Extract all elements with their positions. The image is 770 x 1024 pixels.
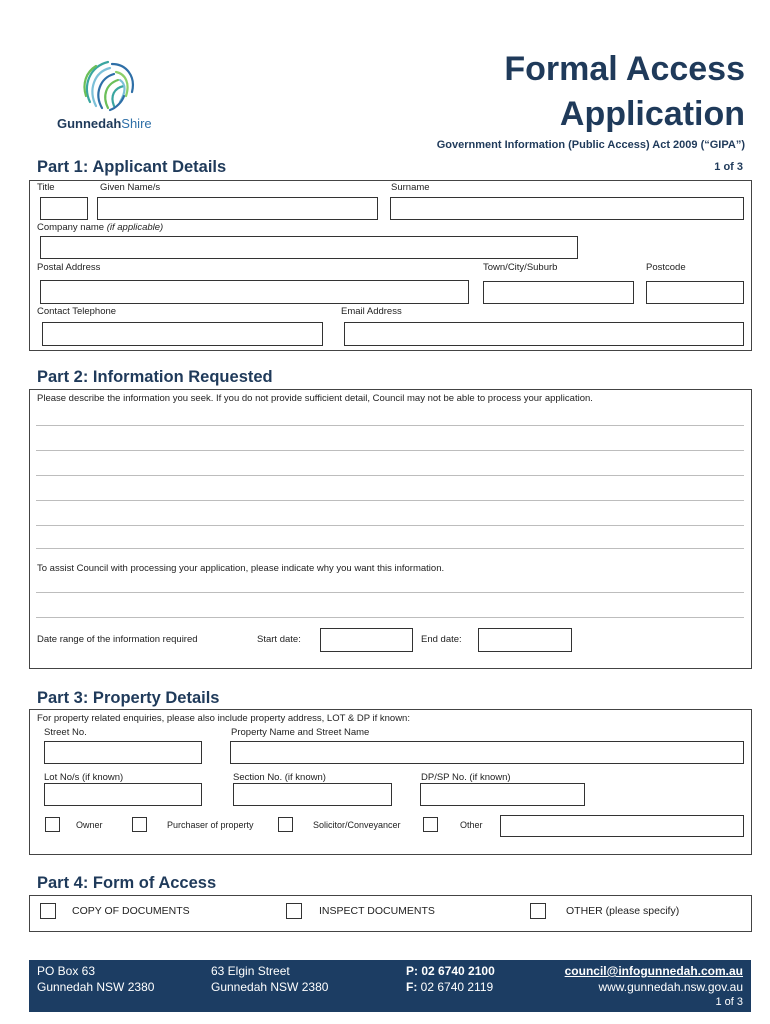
given-names-label: Given Name/s <box>100 182 161 193</box>
describe-line-4[interactable] <box>36 500 744 501</box>
logo-wordmark-bold: Gunnedah <box>57 116 122 131</box>
property-name-field[interactable] <box>230 741 744 764</box>
footer-phone: P: 02 6740 2100 <box>406 964 495 978</box>
dp-label: DP/SP No. (if known) <box>421 772 511 783</box>
footer-street: 63 Elgin Street <box>211 964 290 978</box>
reason-line-2[interactable] <box>36 617 744 618</box>
inspect-documents-label: INSPECT DOCUMENTS <box>319 905 435 917</box>
date-range-label: Date range of the information required <box>37 634 198 645</box>
describe-line-5[interactable] <box>36 525 744 526</box>
describe-line-6[interactable] <box>36 548 744 549</box>
logo-wordmark-light: Shire <box>121 116 152 131</box>
describe-line-1[interactable] <box>36 425 744 426</box>
email-field[interactable] <box>344 322 744 346</box>
part2-section <box>29 389 752 669</box>
footer-fax-number: 02 6740 2119 <box>417 980 494 994</box>
inspect-documents-checkbox[interactable] <box>286 903 302 919</box>
footer-fax-prefix: F: <box>406 980 418 994</box>
part2-heading: Part 2: Information Requested <box>37 368 273 386</box>
telephone-label: Contact Telephone <box>37 306 117 317</box>
purchaser-checkbox[interactable] <box>132 817 147 832</box>
title-label: Title <box>37 182 55 193</box>
street-no-field[interactable] <box>44 741 202 764</box>
solicitor-checkbox[interactable] <box>278 817 293 832</box>
form-title-line2: Application <box>559 95 745 133</box>
form-subtitle: Government Information (Public Access) Act 2009 (“GIPA”) <box>436 139 745 151</box>
dp-field[interactable] <box>420 783 585 806</box>
start-date-label: Start date: <box>257 634 301 645</box>
given-names-field[interactable] <box>97 197 378 220</box>
postcode-field[interactable] <box>646 281 744 304</box>
company-field[interactable] <box>40 236 578 259</box>
describe-line-2[interactable] <box>36 450 744 451</box>
describe-prompt: Please describe the information you seek. If you do not provide sufficient detail, Council may not be able to process your application. <box>37 393 593 404</box>
other-access-label: OTHER (please specify) <box>566 905 680 917</box>
owner-label: Owner <box>76 820 103 830</box>
form-title-line1: Formal Access <box>504 50 745 88</box>
reason-prompt: To assist Council with processing your application, please indicate why you want this information. <box>37 563 445 574</box>
footer-po-town: Gunnedah NSW 2380 <box>37 980 155 994</box>
logo-wordmark <box>57 116 152 131</box>
other-relationship-label: Other <box>460 820 483 830</box>
section-label: Section No. (if known) <box>233 772 326 783</box>
company-label-text: Company name <box>37 222 107 233</box>
telephone-field[interactable] <box>42 322 323 346</box>
footer-street-town: Gunnedah NSW 2380 <box>211 980 329 994</box>
other-relationship-checkbox[interactable] <box>423 817 438 832</box>
footer-page: 1 of 3 <box>715 996 743 1008</box>
owner-checkbox[interactable] <box>45 817 60 832</box>
company-label <box>37 222 163 233</box>
footer-contact-bar <box>29 960 751 1012</box>
postal-address-field[interactable] <box>40 280 469 304</box>
town-label: Town/City/Suburb <box>483 262 558 273</box>
postcode-label: Postcode <box>646 262 686 273</box>
part1-heading: Part 1: Applicant Details <box>37 158 227 176</box>
part3-heading: Part 3: Property Details <box>37 689 220 707</box>
end-date-label: End date: <box>421 634 462 645</box>
lot-field[interactable] <box>44 783 202 806</box>
title-field[interactable] <box>40 197 88 220</box>
copy-documents-checkbox[interactable] <box>40 903 56 919</box>
property-intro: For property related enquiries, please also include property address, LOT & DP if known: <box>37 713 410 724</box>
copy-documents-label: COPY OF DOCUMENTS <box>72 905 190 917</box>
company-label-note: (if applicable) <box>106 222 164 233</box>
describe-line-3[interactable] <box>36 475 744 476</box>
town-field[interactable] <box>483 281 634 304</box>
other-relationship-field[interactable] <box>500 815 744 837</box>
property-name-label: Property Name and Street Name <box>231 727 370 738</box>
footer-po-box: PO Box 63 <box>37 964 96 978</box>
other-access-checkbox[interactable] <box>530 903 546 919</box>
street-no-label: Street No. <box>44 727 87 738</box>
footer-website[interactable]: www.gunnedah.nsw.gov.au <box>598 980 743 994</box>
postal-address-label: Postal Address <box>37 262 101 273</box>
solicitor-label: Solicitor/Conveyancer <box>313 820 401 830</box>
end-date-field[interactable] <box>478 628 572 652</box>
purchaser-label: Purchaser of property <box>167 820 254 830</box>
page-indicator: 1 of 3 <box>714 161 743 173</box>
lot-label: Lot No/s (if known) <box>44 772 124 783</box>
footer-email-link[interactable]: council@infogunnedah.com.au <box>564 964 743 978</box>
surname-field[interactable] <box>390 197 744 220</box>
reason-line-1[interactable] <box>36 592 744 593</box>
section-field[interactable] <box>233 783 392 806</box>
start-date-field[interactable] <box>320 628 413 652</box>
part4-heading: Part 4: Form of Access <box>37 874 217 892</box>
email-label: Email Address <box>341 306 402 317</box>
surname-label: Surname <box>391 182 430 193</box>
footer-fax <box>406 980 493 994</box>
